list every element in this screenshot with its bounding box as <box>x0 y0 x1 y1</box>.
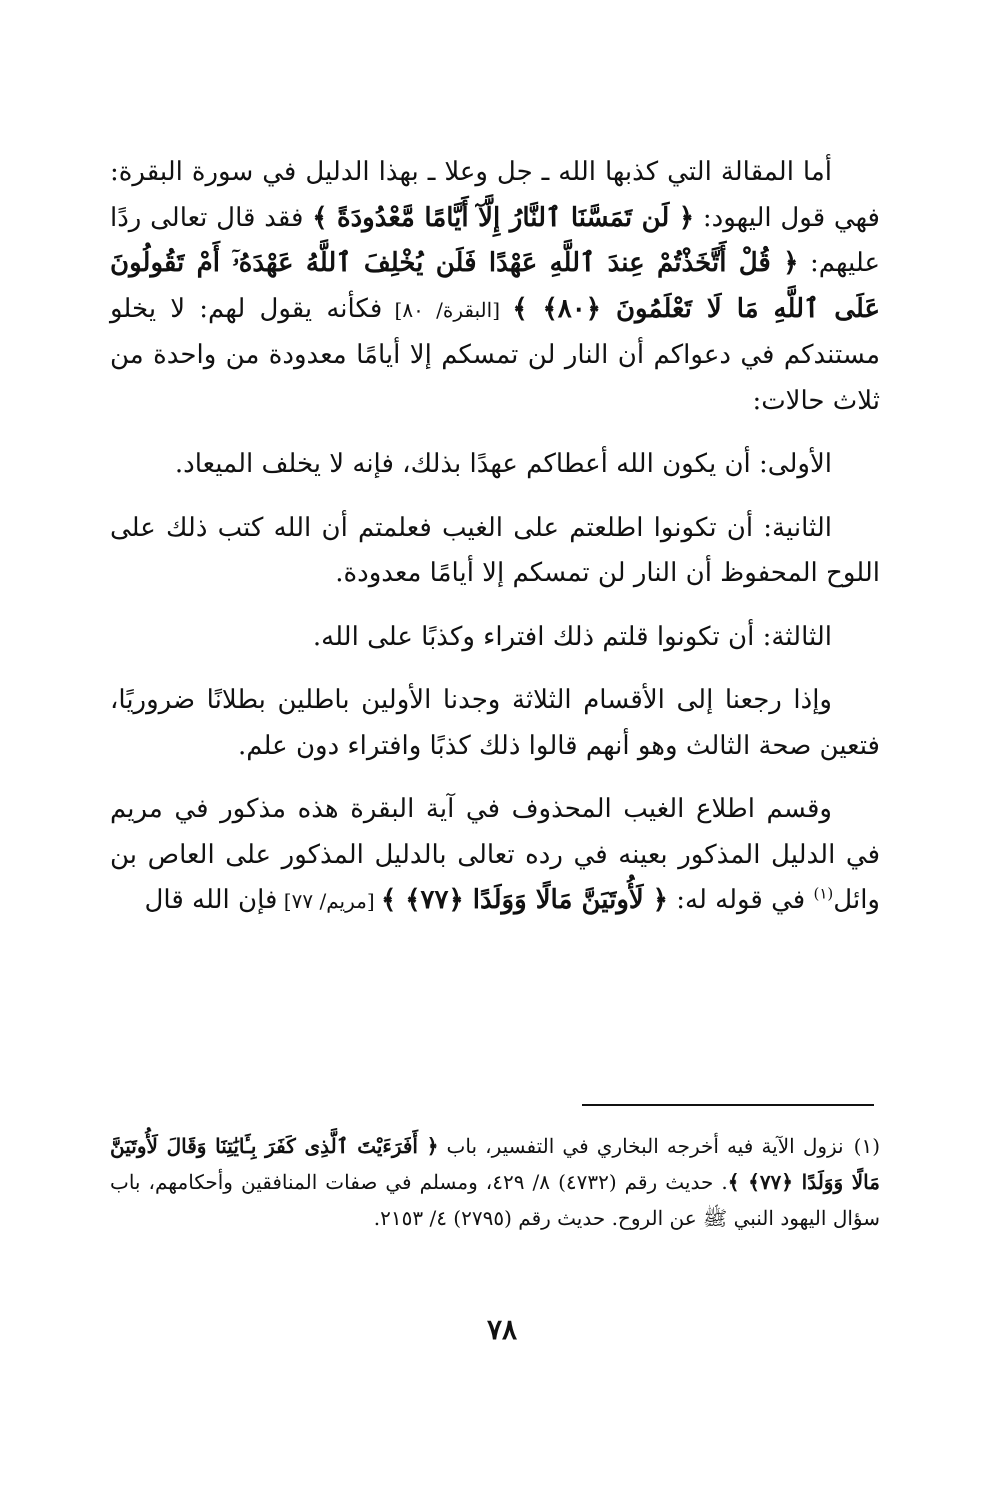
paragraph-1-text-b: فقد قال تعالى ردًا عليهم: <box>110 202 880 278</box>
main-text <box>110 150 880 943</box>
paragraph-6 <box>110 787 880 925</box>
footnote-number: (١) <box>853 1134 880 1158</box>
footnote-reference[interactable]: (١) <box>813 884 834 903</box>
quran-verse-al-baqarah-80-part: ﴿ لَن تَمَسَّنَا ٱلنَّارُ إِلَّآ أَيَّامًا مَّعْدُودَةً ﴾ <box>312 202 695 233</box>
paragraph-1-text-a: أما المقالة التي كذبها الله ـ جل وعلا ـ بهذا الدليل في سورة البقرة: فهي قول اليهود: <box>110 157 880 233</box>
paragraph-1 <box>110 150 880 424</box>
footnote-text-a: نزول الآية فيه أخرجه البخاري في التفسير، باب <box>438 1134 844 1158</box>
paragraph-6-text-b: في قوله له: <box>667 885 814 915</box>
paragraph-2: الأولى: أن يكون الله أعطاكم عهدًا بذلك، فإنه لا يخلف الميعاد. <box>174 449 832 479</box>
verse-reference-al-baqarah: [البقرة/ ٨٠] <box>382 297 513 322</box>
page-number: ٧٨ <box>486 1313 518 1346</box>
footnote-divider <box>582 1104 874 1106</box>
paragraph-6-text-c: فإن الله قال <box>144 885 278 915</box>
paragraph-3: الثانية: أن تكونوا اطلعتم على الغيب فعلمتم أن الله كتب ذلك على اللوح المحفوظ أن النار لن تمسكم إلا أيامًا معدودة. <box>110 512 880 588</box>
verse-reference-maryam: [مريم/ ٧٧] <box>277 889 381 913</box>
quran-verse-maryam-77: ﴿ لَأُوتَيَنَّ مَالًا وَوَلَدًا ﴿٧٧﴾ ﴾ <box>381 885 668 915</box>
paragraph-4: الثالثة: أن تكونوا قلتم ذلك افتراء وكذبًا على الله. <box>312 621 832 652</box>
paragraph-1-text-c: فكأنه يقول لهم: لا يخلو مستندكم في دعواكم أن النار لن تمسكم إلا أيامًا معدودة من واحدة من ثلاث حالات: <box>110 293 880 416</box>
paragraph-5: وإذا رجعنا إلى الأقسام الثلاثة وجدنا الأولين باطلين بطلانًا ضروريًا، فتعين صحة الثالث وهو أنهم قالوا ذلك كذبًا وافتراء دون علم. <box>110 685 880 761</box>
quran-verse-al-baqarah-80: ﴿ قُلْ أَتَّخَذْتُمْ عِندَ ٱللَّهِ عَهْدًا فَلَن يُخْلِفَ ٱللَّهُ عَهْدَهُۥٓ أَمْ تَقُولُونَ عَلَى ٱللَّهِ مَا لَا تَعْلَمُونَ ﴿٨٠﴾ ﴾ <box>110 248 881 324</box>
footnote <box>110 1128 880 1236</box>
paragraph-6-text-a: وقسم اطلاع الغيب المحذوف في آية البقرة هذه مذكور في مريم في الدليل المذكور بعينه في رده تعالى بالدليل المذكور على العاص بن وائل <box>110 794 880 915</box>
footnote-quran-verse: ﴿ أَفَرَءَيْتَ ٱلَّذِى كَفَرَ بِـَٔايَٰتِنَا وَقَالَ لَأُوتَيَنَّ مَالًا وَوَلَدًا ﴿٧٧﴾ ﴾ <box>110 1134 880 1194</box>
footnote-text-b: . حديث رقم (٤٧٣٢) ٨/ ٤٢٩، ومسلم في صفات المنافقين وأحكامهم، باب سؤال اليهود النبي ﷺ عن الروح. حديث رقم (٢٧٩٥) ٤/ ٢١٥٣. <box>110 1170 880 1230</box>
